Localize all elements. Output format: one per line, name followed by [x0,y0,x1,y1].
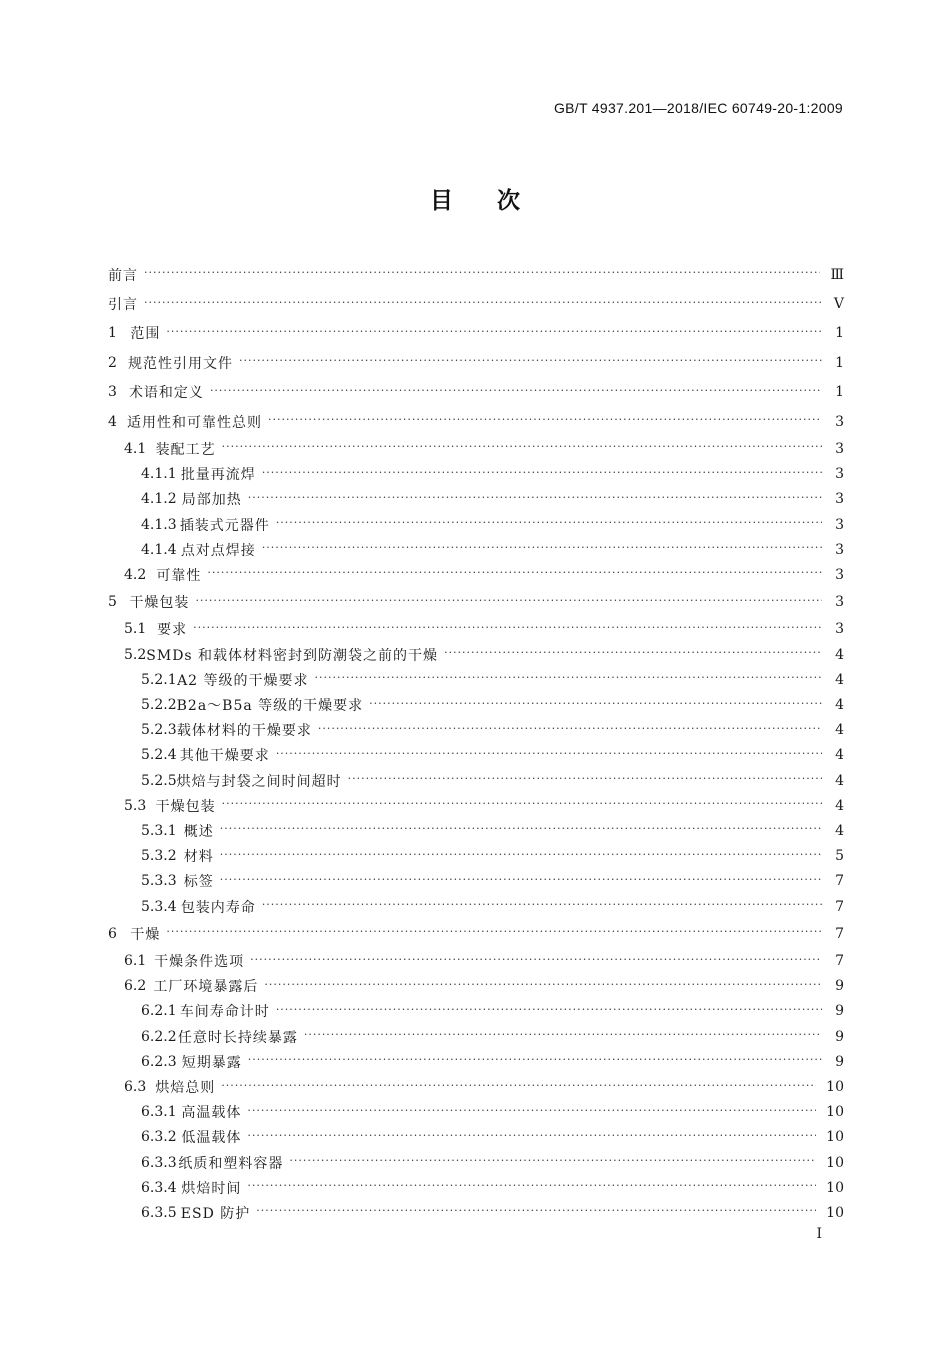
toc-entry[interactable] [108,667,844,692]
toc-entry-page: 7 [835,898,844,915]
toc-entry-page: 4 [835,671,844,688]
toc-entry[interactable] [108,793,844,818]
toc-entry-label: 纸质和塑料容器 [178,1155,284,1172]
dot-leader [220,873,822,886]
toc-entry-number: 4.1 [124,440,147,457]
toc-entry[interactable] [108,1100,844,1125]
toc-entry[interactable] [108,818,844,843]
dot-leader [193,621,822,634]
toc-entry-page: 9 [835,1003,844,1020]
toc-entry-label: 工厂环境暴露后 [153,979,259,996]
toc-entry-label: 干燥包装 [129,595,190,612]
toc-entry-label: 干燥条件选项 [154,954,245,971]
toc-entry[interactable] [108,407,844,436]
toc-entry[interactable] [108,642,844,667]
toc-entry-page: 10 [826,1129,844,1146]
dot-leader [239,354,822,367]
toc-entry-label: 干燥包装 [155,798,216,815]
dot-leader [304,1028,822,1041]
dot-leader [248,491,822,504]
toc-entry[interactable] [108,768,844,793]
dot-leader [210,384,822,397]
toc-entry[interactable] [108,1024,844,1049]
toc-entry[interactable] [108,692,844,717]
toc-entry[interactable] [108,436,844,461]
toc-entry-label: 烘焙时间 [181,1180,242,1197]
dot-leader [315,671,822,684]
dot-leader [221,1079,816,1092]
dot-leader [262,466,822,479]
toc-entry-label: 引言 [108,297,138,314]
dot-leader [166,925,822,938]
toc-entry-number: 4.2 [124,566,147,583]
toc-entry-number: 4 [108,413,117,430]
toc-entry-number: 5 [108,594,117,611]
toc-entry-page: 4 [835,722,844,739]
toc-entry-label: 范围 [130,326,161,343]
dot-leader [222,797,822,810]
toc-entry[interactable] [108,378,844,407]
dot-leader [247,1104,816,1117]
toc-entry-number: 6.3.4 [141,1179,177,1196]
toc-entry-label: 高温载体 [181,1105,242,1122]
toc-entry-label: 烘焙总则 [155,1080,216,1097]
toc-entry-label: 批量再流焊 [180,467,256,484]
dot-leader [276,747,822,760]
toc-entry-number: 5.3.1 [141,822,177,839]
dot-leader [144,266,820,279]
toc-entry[interactable] [108,617,844,642]
page-title: 目次 [430,188,564,214]
toc-entry-label: 点对点焊接 [180,542,256,559]
dot-leader [444,646,822,659]
toc-entry[interactable] [108,562,844,587]
toc-entry-page: 1 [835,354,844,371]
page-number: I [816,1226,822,1242]
toc-entry-number: 6.3.5 [141,1204,177,1221]
toc-entry-label: ESD 防护 [180,1205,251,1222]
toc-entry-label: 干燥 [130,926,161,943]
toc-entry[interactable] [108,1150,844,1175]
toc-entry-page: 10 [826,1104,844,1121]
toc-entry-page: 5 [835,848,844,865]
dot-leader [144,296,822,309]
dot-leader [289,1154,816,1167]
toc-entry-label: 概述 [183,823,214,840]
toc-entry-label: 标签 [183,874,214,891]
toc-entry[interactable] [108,289,844,318]
toc-entry-number: 4.1.2 [141,491,177,508]
toc-entry[interactable] [108,919,844,948]
toc-entry-page: 9 [835,1028,844,1045]
toc-entry-page: 1 [835,384,844,401]
dot-leader [220,848,822,861]
toc-entry[interactable] [108,1074,844,1099]
toc-entry-label: 载体材料的干燥要求 [176,723,312,740]
toc-entry-number: 1 [108,325,117,342]
toc-entry-number: 4.1.3 [141,516,177,533]
toc-entry-number: 5.2.1 [141,671,177,688]
dot-leader [262,541,822,554]
toc-entry-number: 5.3.4 [141,898,177,915]
toc-entry-number: 6.2.1 [141,1003,177,1020]
toc-entry-number: 4.1.1 [141,466,177,483]
toc-entry-label: 任意时长持续暴露 [177,1029,298,1046]
toc-entry-page: 9 [835,1053,844,1070]
toc-entry-label: 局部加热 [181,492,242,509]
toc-entry-number: 4.1.4 [141,541,177,558]
toc-entry-label: 要求 [157,622,188,639]
toc-entry-number: 6.2.2 [141,1028,177,1045]
toc-entry-page: 7 [835,873,844,890]
toc-entry-page: 10 [826,1179,844,1196]
toc-entry[interactable] [108,512,844,537]
toc-entry[interactable] [108,974,844,999]
toc-entry-number: 6.3.1 [141,1104,177,1121]
toc-entry-number: 6.3.3 [141,1154,177,1171]
toc-entry-page: 3 [835,440,844,457]
table-of-contents [108,260,844,1226]
dot-leader [276,1003,822,1016]
dot-leader [268,413,822,426]
toc-entry-page: 4 [835,646,844,663]
dot-leader [276,516,822,529]
toc-entry[interactable] [108,718,844,743]
toc-entry-number: 5.2.2 [141,697,177,714]
toc-entry-label: 前言 [108,267,138,284]
toc-entry[interactable] [108,319,844,348]
dot-leader [262,898,822,911]
toc-entry-label: A2 等级的干燥要求 [177,672,309,689]
toc-entry-number: 3 [108,384,117,401]
toc-entry[interactable] [108,1049,844,1074]
toc-entry-number: 6.2 [124,978,147,995]
toc-entry-page: 3 [835,594,844,611]
toc-entry-number: 5.2.4 [141,747,177,764]
toc-entry-page: 4 [835,697,844,714]
toc-entry-label: 术语和定义 [128,385,204,402]
toc-entry[interactable] [108,462,844,487]
toc-entry[interactable] [108,348,844,377]
toc-entry[interactable] [108,844,844,869]
dot-leader [207,566,822,579]
toc-entry[interactable] [108,1125,844,1150]
dot-leader [348,772,822,785]
toc-entry-label: 烘焙与封袋之间时间超时 [176,773,342,790]
toc-entry-page: 3 [835,516,844,533]
toc-entry[interactable] [108,999,844,1024]
dot-leader [247,1179,816,1192]
toc-entry[interactable] [108,260,844,289]
toc-entry-number: 6 [108,925,117,942]
toc-entry-label: 包装内寿命 [180,899,256,916]
dot-leader [256,1204,816,1217]
toc-entry-page: 4 [835,797,844,814]
dot-leader [220,822,822,835]
toc-entry[interactable] [108,869,844,894]
toc-entry-label: 车间寿命计时 [179,1004,270,1021]
toc-entry-label: 材料 [183,849,214,866]
toc-entry-page: 4 [835,822,844,839]
toc-entry[interactable] [108,537,844,562]
toc-entry-page: 10 [826,1079,844,1096]
toc-entry[interactable] [108,894,844,919]
dot-leader [264,978,822,991]
toc-entry-page: 3 [835,621,844,638]
toc-entry-page: 3 [835,541,844,558]
toc-entry[interactable] [108,949,844,974]
toc-entry[interactable] [108,1175,844,1200]
toc-entry-page: 10 [826,1204,844,1221]
toc-entry-number: 5.3 [124,797,147,814]
toc-entry-label: B2a～B5a 等级的干燥要求 [176,698,364,715]
dot-leader [248,1053,822,1066]
toc-entry-label: 规范性引用文件 [127,355,233,372]
dot-leader [250,953,822,966]
toc-entry-page: 7 [835,953,844,970]
toc-entry-number: 5.3.3 [141,873,177,890]
toc-entry-page: 4 [835,772,844,789]
toc-entry-page: 9 [835,978,844,995]
dot-leader [222,440,822,453]
toc-entry-number: 5.2.3 [141,722,177,739]
toc-entry-label: 低温载体 [181,1130,242,1147]
toc-entry-label: 适用性和可靠性总则 [126,414,262,431]
toc-entry-page: 10 [826,1154,844,1171]
toc-entry-number: 5.2.5 [141,772,177,789]
toc-entry-label: 可靠性 [156,567,202,584]
toc-entry-number: 6.3.2 [141,1129,177,1146]
toc-entry-label: 插装式元器件 [179,517,270,534]
dot-leader [195,594,822,607]
toc-entry[interactable] [108,587,844,616]
toc-entry-page: Ⅲ [830,266,844,283]
toc-entry-page: Ⅴ [833,296,844,313]
toc-entry-label: 短期暴露 [181,1054,242,1071]
toc-entry-page: 1 [835,325,844,342]
dot-leader [369,697,822,710]
toc-entry-label: 装配工艺 [155,441,216,458]
dot-leader [166,325,822,338]
toc-entry[interactable] [108,487,844,512]
dot-leader [247,1129,816,1142]
toc-entry-page: 4 [835,747,844,764]
toc-entry-number: 6.1 [124,953,147,970]
toc-entry-page: 3 [835,491,844,508]
toc-entry[interactable] [108,1200,844,1225]
toc-entry-number: 6.3 [124,1079,147,1096]
toc-entry-page: 3 [835,566,844,583]
toc-entry-number: 5.3.2 [141,848,177,865]
toc-entry-label: 其他干燥要求 [179,748,270,765]
toc-entry-page: 3 [835,413,844,430]
toc-entry-number: 2 [108,354,117,371]
document-code: GB/T 4937.201—2018/IEC 60749-20-1:2009 [553,100,843,116]
toc-entry-page: 3 [835,466,844,483]
toc-entry-number: 5.1 [124,621,147,638]
toc-entry-number: 6.2.3 [141,1053,177,1070]
toc-entry-number: 5.2 [124,646,147,663]
dot-leader [318,722,822,735]
toc-entry-page: 7 [835,925,844,942]
toc-entry[interactable] [108,743,844,768]
toc-entry-label: SMDs 和载体材料密封到防潮袋之前的干燥 [146,647,439,664]
